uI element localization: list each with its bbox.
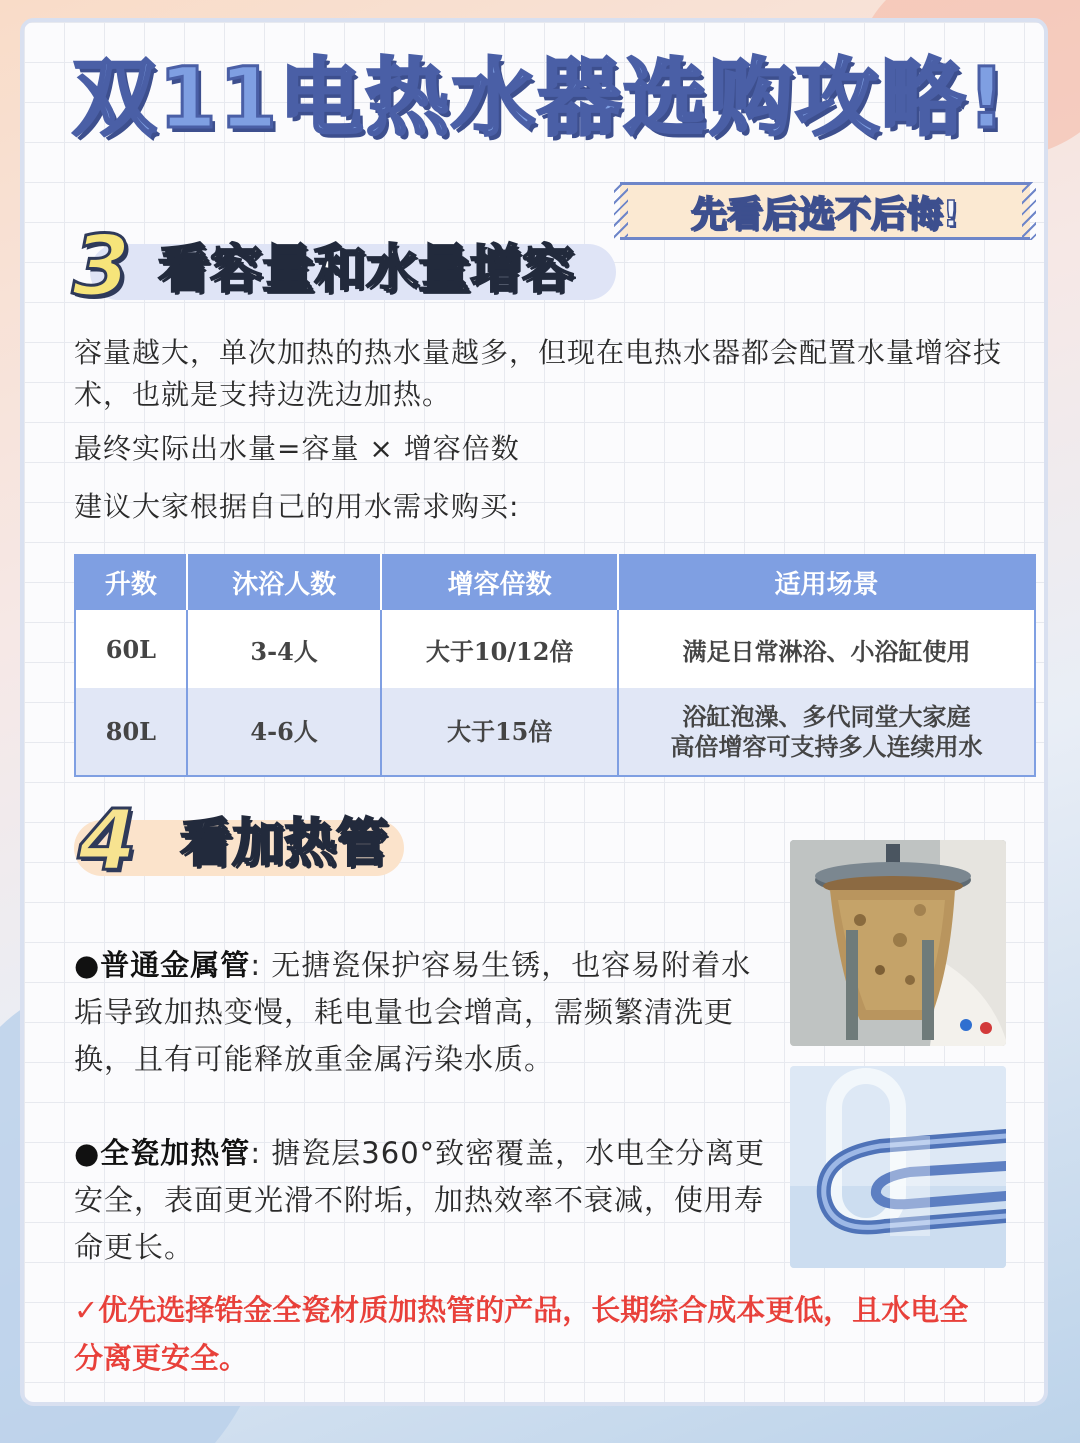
bullet-ceramic-pipe-lead: ●全瓷加热管	[74, 1136, 251, 1170]
recommendation-tip: ✓优先选择锆金全瓷材质加热管的产品，长期综合成本更低，且水电全分离更安全。	[74, 1293, 969, 1375]
bullet-ceramic-pipe-text: : 搪瓷层360°致密覆盖，水电全分离更安全，表面更光滑不附垢，加热效率不衰减，使用寿命更长。	[74, 1136, 766, 1264]
table-cell-liters: 80L	[75, 688, 187, 776]
table-header-multiplier: 增容倍数	[381, 554, 618, 610]
table-header-people: 沐浴人数	[187, 554, 382, 610]
table-cell-multiplier: 大于15倍	[381, 688, 618, 776]
bullet-metal-pipe-text: : 无搪瓷保护容易生锈，也容易附着水垢导致加热变慢，耗电量也会增高，需频繁清洗更换，且有可能释放重金属污染水质。	[74, 948, 752, 1076]
table-cell-scene-line2: 高倍增容可支持多人连续用水	[670, 731, 983, 761]
bullet-metal-pipe	[74, 942, 774, 1083]
table-cell-scene-line1: 满足日常淋浴、小浴缸使用	[682, 636, 971, 666]
ceramic-heating-pipe-photo	[790, 1066, 1006, 1268]
section3-paragraph-capacity: 容量越大，单次加热的热水量越多，但现在电热水器都会配置水量增容技术，也就是支持边洗边加热。	[74, 336, 1003, 411]
capacity-table	[74, 554, 1036, 777]
table-cell-scene	[618, 688, 1035, 776]
table-row	[75, 688, 1035, 776]
table-header-liters: 升数	[75, 554, 187, 610]
scaled-heating-pipe-photo	[790, 840, 1006, 1046]
table-header-row	[75, 554, 1035, 610]
main-title: 双11电热水器选购攻略!	[72, 49, 1008, 147]
subtitle-ribbon	[620, 182, 1030, 240]
section3-paragraph-formula: 最终实际出水量=容量 × 增容倍数	[74, 432, 520, 465]
table-header-scene: 适用场景	[618, 554, 1035, 610]
table-cell-multiplier: 大于10/12倍	[381, 610, 618, 688]
table-cell-liters: 60L	[75, 610, 187, 688]
section4-number: 4	[78, 791, 137, 889]
table-cell-people: 4-6人	[187, 688, 382, 776]
section3-paragraph-advice: 建议大家根据自己的用水需求购买:	[74, 490, 520, 523]
table-cell-scene	[618, 610, 1035, 688]
section4-title: 看加热管	[180, 814, 389, 874]
bullet-metal-pipe-lead: ●普通金属管	[74, 948, 251, 982]
table-cell-scene-line1: 浴缸泡澡、多代同堂大家庭	[682, 701, 971, 731]
section3-title: 看容量和水量增容	[158, 240, 575, 300]
bullet-ceramic-pipe	[74, 1130, 774, 1271]
table-cell-people: 3-4人	[187, 610, 382, 688]
table-row	[75, 610, 1035, 688]
section3-number: 3	[72, 217, 131, 315]
ribbon-text: 先看后选不后悔!	[690, 193, 960, 235]
